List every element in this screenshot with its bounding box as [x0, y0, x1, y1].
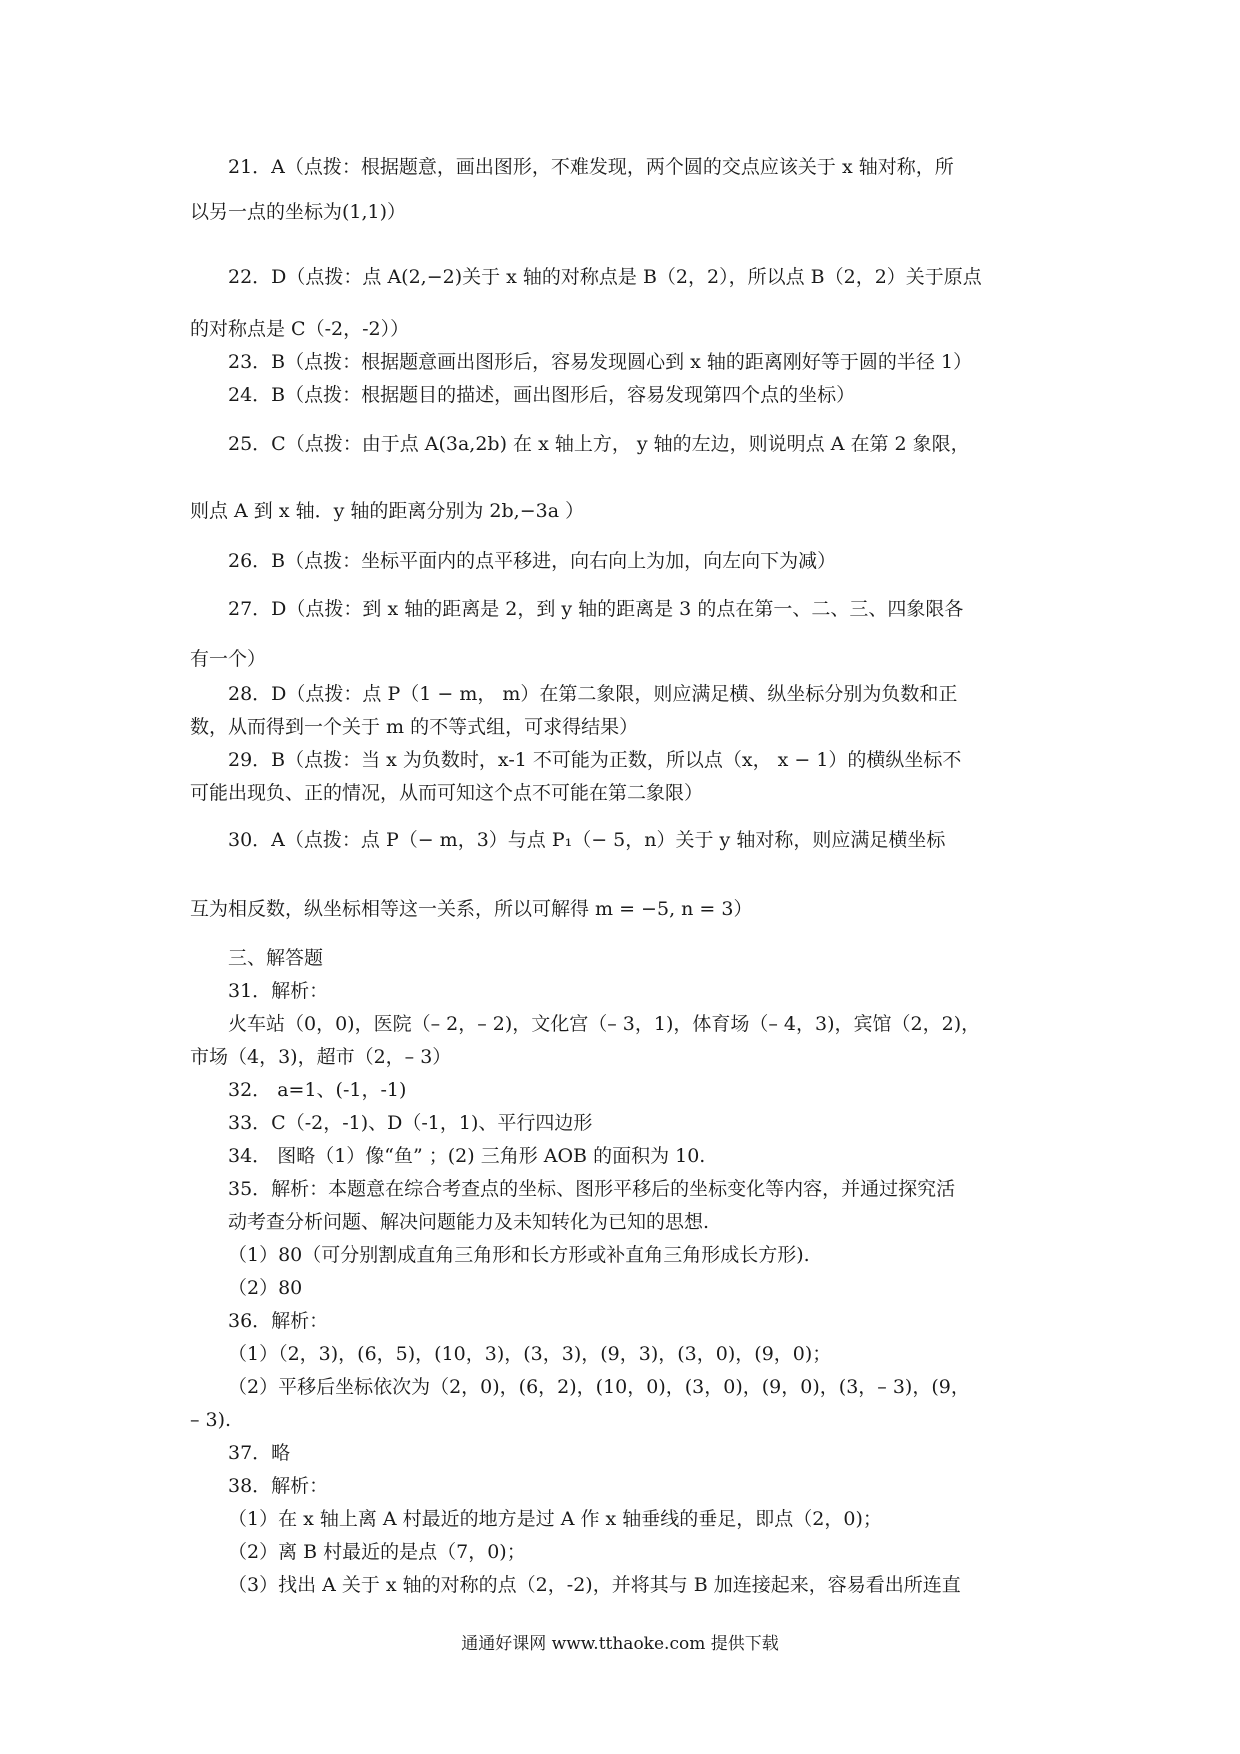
- text-line: 26．B（点拨：坐标平面内的点平移进，向右向上为加，向左向下为减）: [228, 550, 837, 572]
- text-line: 火车站（0，0)，医院（– 2，– 2)，文化宫（– 3，1)，体育场（– 4，3)，宾馆（2，2)，: [228, 1013, 981, 1035]
- text-line: 38．解析：: [228, 1475, 329, 1497]
- text-line: 28．D（点拨：点 P（1 − m， m）在第二象限，则应满足横、纵坐标分别为负数和正: [228, 683, 958, 705]
- text-line: 32． a=1、(-1，-1): [228, 1079, 407, 1101]
- text-line: 有一个）: [190, 648, 267, 670]
- text-line: 21．A（点拨：根据题意，画出图形，不难发现，两个圆的交点应该关于 x 轴对称，所: [228, 156, 954, 178]
- text-line: （1）（2，3)，(6，5)，(10，3)，(3，3)，(9，3)，(3，0)，(9，0)；: [228, 1343, 832, 1365]
- text-line: 以另一点的坐标为(1,1)）: [190, 201, 407, 223]
- text-line: （1）80（可分别割成直角三角形和长方形或补直角三角形成长方形).: [228, 1244, 810, 1266]
- text-line: 市场（4，3)，超市（2，– 3）: [190, 1046, 452, 1068]
- text-line: 30．A（点拨：点 P（− m，3）与点 P₁（− 5，n）关于 y 轴对称，则应满足横坐标: [228, 829, 946, 851]
- text-line: 则点 A 到 x 轴．y 轴的距离分别为 2b,−3a ）: [190, 500, 585, 522]
- text-line: （2）80: [228, 1277, 303, 1299]
- text-line: （3）找出 A 关于 x 轴的对称的点（2，-2)，并将其与 B 加连接起来，容易看出所连直: [228, 1574, 961, 1596]
- text-line: （1）在 x 轴上离 A 村最近的地方是过 A 作 x 轴垂线的垂足，即点（2，0)；: [228, 1508, 882, 1530]
- page-footer: 通通好课网 www.tthaoke.com 提供下载: [461, 1634, 779, 1654]
- text-line: 37．略: [228, 1442, 291, 1464]
- text-line: 动考查分析问题、解决问题能力及未知转化为已知的思想.: [228, 1211, 710, 1233]
- text-line: 24．B（点拨：根据题目的描述，画出图形后，容易发现第四个点的坐标）: [228, 384, 856, 406]
- section-heading: 三、解答题: [228, 947, 324, 969]
- text-line: 34． 图略（1）像“鱼” ；(2) 三角形 AOB 的面积为 10.: [228, 1145, 706, 1167]
- text-line: 29．B（点拨：当 x 为负数时，x-1 不可能为正数，所以点（x， x − 1）的横纵坐标不: [228, 749, 962, 771]
- text-line: 数，从而得到一个关于 m 的不等式组，可求得结果）: [190, 716, 639, 738]
- text-line: 25．C（点拨：由于点 A(3a,2b) 在 x 轴上方， y 轴的左边，则说明点 A 在第 2 象限，: [228, 433, 970, 455]
- text-line: 的对称点是 C（-2，-2））: [190, 318, 410, 340]
- text-line: 27．D（点拨：到 x 轴的距离是 2，到 y 轴的距离是 3 的点在第一、二、三、四象限各: [228, 598, 964, 620]
- text-line: 22．D（点拨：点 A(2,−2)关于 x 轴的对称点是 B（2，2），所以点 B（2，2）关于原点: [228, 266, 982, 288]
- text-line: 互为相反数，纵坐标相等这一关系，所以可解得 m = −5, n = 3）: [190, 898, 753, 920]
- text-line: 31．解析：: [228, 980, 329, 1002]
- text-line: 23．B（点拨：根据题意画出图形后，容易发现圆心到 x 轴的距离刚好等于圆的半径 1）: [228, 351, 973, 373]
- text-line: （2）离 B 村最近的是点（7，0)；: [228, 1541, 526, 1563]
- text-line: （2）平移后坐标依次为（2，0)，(6，2)，(10，0)，(3，0)，(9，0)，(3，– 3)，(9，: [228, 1376, 970, 1398]
- text-line: 35．解析：本题意在综合考查点的坐标、图形平移后的坐标变化等内容，并通过探究活: [228, 1178, 956, 1200]
- text-line: – 3).: [190, 1409, 232, 1431]
- text-line: 33．C（-2，-1)、D（-1，1)、平行四边形: [228, 1112, 593, 1134]
- text-line: 36．解析：: [228, 1310, 329, 1332]
- text-line: 可能出现负、正的情况，从而可知这个点不可能在第二象限）: [190, 782, 704, 804]
